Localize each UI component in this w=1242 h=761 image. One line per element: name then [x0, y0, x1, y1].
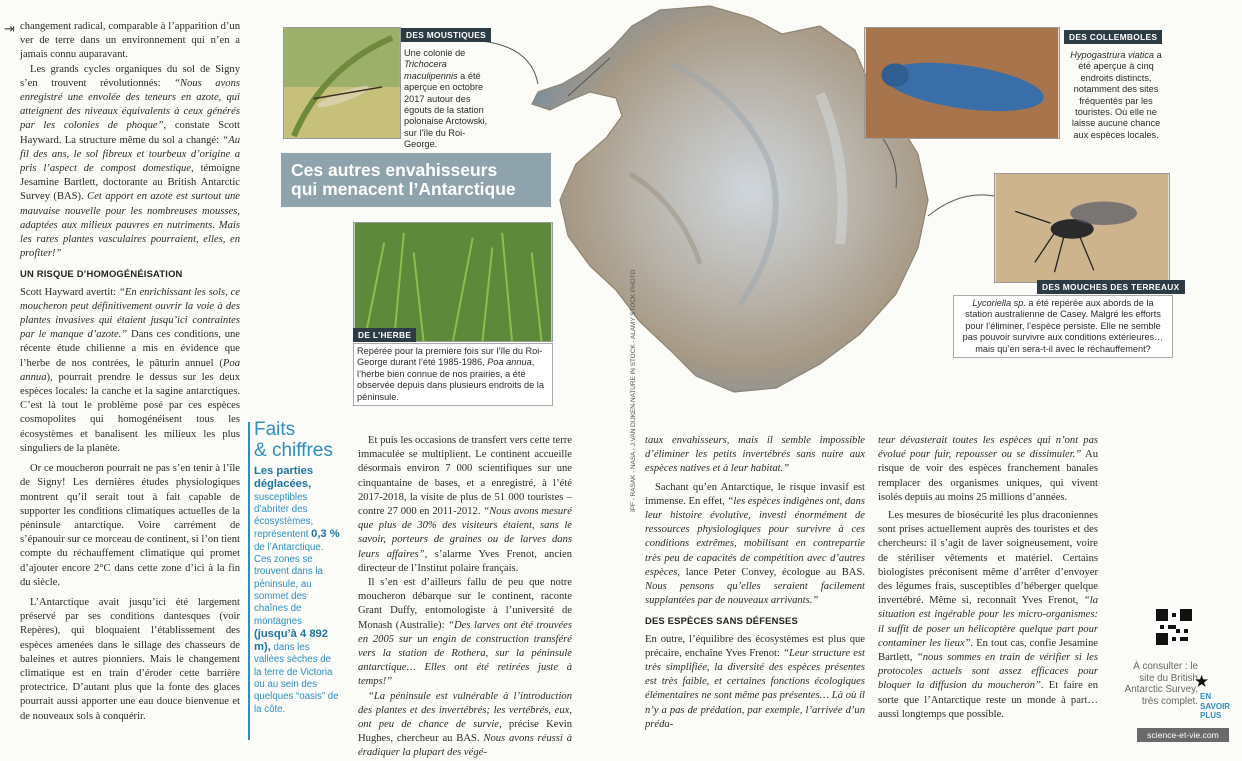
caption-collemboles: Hypogastrura viatica a été aperçue à cinq endroits distincts, notamment des sites fréquentés par les touristes. Où elle ne laisse aucune chance aux espèces locales.	[1070, 50, 1162, 140]
column-5	[878, 434, 1098, 722]
paragraph: taux envahisseurs, mais il semble impossible d’éliminer les petits invertébrés sans nuire aux espèces natives et à leur habitat.”	[645, 435, 865, 475]
caption-moustiques: Une colonie de Trichocera maculipennis a été aperçue en octobre 2017 autour des égouts de la station polonaise Arctowski, sur l’île du Roi-George.	[404, 48, 488, 150]
tag-collemboles: DES COLLEMBOLES	[1064, 30, 1162, 44]
paragraph: En outre, l’équilibre des écosystèmes est plus que précaire, enchaîne Yves Frenot: “Leur structure est très simplifiée, la diversité des espèces présentes est très faible, et certaines fonctions écologiques élémentaires ne sont même pas présentes… Là où il n’y a pas de prédation, par exemple, l’arrivée d’un préda-	[645, 633, 865, 730]
fungus-gnat-photo	[994, 173, 1170, 283]
paragraph: Les grands cycles organiques du sol de Signy s’en trouvent révolutionnés: “Nous avons enregistré une envolée des teneurs en azote, qui atteignent des niveaux équivalents à ceux générés par les colonies de phoque”, constate Scott Hayward. La structure même du sol a changé: “Au fil des ans, le sol fibreux et tourbeux d’origine a pris l’aspect de compost domestique, témoigne Jesamine Bartlett, doctorante au British Antarctic Survey (BAS). Cet apport en azote est surtout une mauvaise nouvelle pour les nombreuses mousses, adaptées aux milieux pauvres en nutriments. Mais les rares plantes vasculaires pourraient, elles, en profiter!”	[20, 63, 240, 260]
left-column	[20, 20, 240, 724]
springtail-photo	[864, 27, 1060, 139]
column-3	[358, 434, 572, 761]
section-heading: DES ESPÈCES SANS DÉFENSES	[645, 615, 798, 627]
paragraph: “La péninsule est vulnérable à l’introduction des plantes et des invertébrés; les vertébrés, eux, ont peu de chance de survie, précise Kevin Hughes, chercheur au BAS. Nous avons réussi à éradiquer la plupart des végé-	[358, 690, 573, 759]
paragraph: Il s’en est d’ailleurs fallu de peu que notre moucheron débarque sur le continent, raconte Grant Duffy, entomologiste à l’université de Monash (Australie): “Des larves ont été trouvées en 2005 sur un engin de construction transféré vers la station de Rothera, sur la péninsule antarctique… Elles ont été retirées juste à temps!”	[358, 577, 573, 688]
facts-sidebar	[254, 420, 340, 716]
tag-herbe: DE L’HERBE	[353, 328, 416, 342]
consult-note: À consulter : le site du British Antarctic Survey, très complet.	[1124, 661, 1198, 707]
qr-code-icon[interactable]	[1156, 609, 1192, 645]
paragraph: Et puis les occasions de transfert vers cette terre immaculée se multiplient. Le continent accueille désormais environ 7 000 scientifiques sur une cinquantaine de bases, et a enregistré, à l’été 2017-2018, la visite de plus de 51 000 touristes – contre 27 000 en 2011-2012. “Nous avons mesuré que plus de 30% des visiteurs étaient, sans le savoir, porteurs de graines ou de larves dans leurs affaires”, s’alarme Yves Frenot, ancien directeur de l’Institut polaire français.	[358, 435, 572, 574]
star-icon: ★	[1194, 672, 1210, 692]
facts-title-1: Faits	[254, 419, 296, 440]
paragraph: L’Antarctique avait jusqu’ici été largement préservé par ses conditions dantesques (voir Repères), qui bloquaient l’établissement des espèces amenées dans le sillage des chasseurs de baleines et autres pionniers. Mais le changement climatique est en train d’éroder cette barrière protectrice. D’autant plus que la fonte des glaces pourrait aussi apporter une eau douce bienvenue et de nouveaux sols à conquérir.	[20, 596, 240, 722]
column-4	[645, 434, 865, 732]
section-heading: UN RISQUE D’HOMOGÉNÉISATION	[20, 268, 183, 280]
photo-credits: IPF - RASAK - NASA - J.VAN DIJKEN-NATURE IN STOCK - ALAMY STOCK PHOTO	[630, 269, 637, 512]
paragraph: Sachant qu’en Antarctique, le risque invasif est immense. En effet, “les espèces indigènes ont, dans leur histoire évolutive, investi énormément de ressources physiologiques pour survivre à ces conditions extrêmes, mobilisant en contrepartie très peu de capacités de compétition avec d’autres espèces, lance Peter Convey, écologue au BAS. Nous pensons qu’elles seraient facilement supplantées par de nouveaux arrivants.”	[645, 481, 866, 607]
mosquito-photo	[283, 27, 401, 139]
facts-title-2: & chiffres	[254, 440, 333, 461]
continuation-arrow-icon: ⇥	[4, 22, 15, 37]
website-link[interactable]: science-et-vie.com	[1137, 728, 1229, 742]
facts-divider	[248, 422, 250, 740]
en-savoir-plus-label: EN SAVOIR PLUS	[1200, 692, 1231, 721]
paragraph: Or ce moucheron pourrait ne pas s’en tenir à l’île de Signy! Les dernières études physiologiques montrent qu’il serait tout à fait capable de supporter les conditions climatiques actuelles de la péninsule antarctique. Voire carrément de s’épanouir sur ce morceau de continent, si l’on tient compte du réchauffement climatique qui promet d’ajouter encore 2°C dans cette zone d’ici à la fin du siècle.	[20, 463, 240, 588]
tag-moustiques: DES MOUSTIQUES	[401, 28, 491, 42]
paragraph: Scott Hayward avertit: “En enrichissant les sols, ce moucheron peut définitivement ouvrir la voie à des plantes invasives qui étaient jusqu’ici contraintes par le manque d’azote.” Dans ces conditions, une récente étude chilienne a mis en évidence que l’herbe de nos contrées, le pâturin annuel (Poa annua), pourrait prendre le dessus sur les deux espèces locales: la canche et la sagine antarctiques. C’est là tout le problème posé par ces espèces cosmopolites qui homogénéisent tous les écosystèmes et banalisent les milieux les plus singuliers de la planète.	[20, 286, 241, 454]
tag-mouches: DES MOUCHES DES TERREAUX	[1037, 280, 1185, 294]
grass-photo	[353, 222, 553, 342]
paragraph: Les mesures de biosécurité les plus draconiennes sont prises actuellement auprès des touristes et des chercheurs: il s’agit de laver soigneusement, voire de stériliser vêtements et matériel. Certains biologistes préconisent même d’arrêter d’envoyer des légumes frais, susceptibles d’héberger quelque invertébré. Même si, reconnaît Yves Frenot, “la situation est ingérable pour les micro-organismes: il suffit de poser un hélicoptère quelque part pour contaminer les lieux”. En tout cas, confie Jesamine Bartlett, “nous sommes en train de vérifier si les protocoles actuels sont assez efficaces pour bloquer la diffusion du moucheron”. Et faire en sorte que l’Antarctique reste un monde à part… aussi longtemps que possible.	[878, 510, 1099, 720]
caption-mouches: Lycoriella sp. a été repérée aux abords de la station australienne de Casey. Malgré les efforts pour l’éliminer, l’espèce persiste. Elle ne semble pas pouvoir survivre aux conditions extérieures… mais qu’en sera-t-il avec le réchauffement?	[953, 295, 1173, 358]
section-banner: Ces autres envahisseurs qui menacent l’Antarctique	[281, 153, 551, 207]
paragraph: teur dévasterait toutes les espèces qui n’ont pas évolué pour fuir, repousser ou se dissimuler.” Au risque de voir des espèces franchement banales remplacer des organismes uniques, qui vivent isolés depuis au moins 25 millions d’années.	[878, 435, 1098, 503]
caption-herbe: Repérée pour la première fois sur l’île du Roi-George durant l’été 1985-1986, Poa annua, l’herbe bien connue de nos prairies, a été observée depuis dans plusieurs endroits de la péninsule.	[353, 343, 553, 406]
paragraph: changement radical, comparable à l’apparition d’un ver de terre dans un environnement qui n’en a jamais connu auparavant.	[20, 21, 240, 61]
facts-body: Les parties déglacées, susceptibles d’abriter des écosystèmes, représentent 0,3 % de l’Antarctique. Ces zones se trouvent dans la péninsule, au sommet des chaînes de montagnes (jusqu’à 4 892 m), dans les vallées sèches de la terre de Victoria ou au sein des quelques “oasis” de la côte.	[254, 465, 340, 715]
